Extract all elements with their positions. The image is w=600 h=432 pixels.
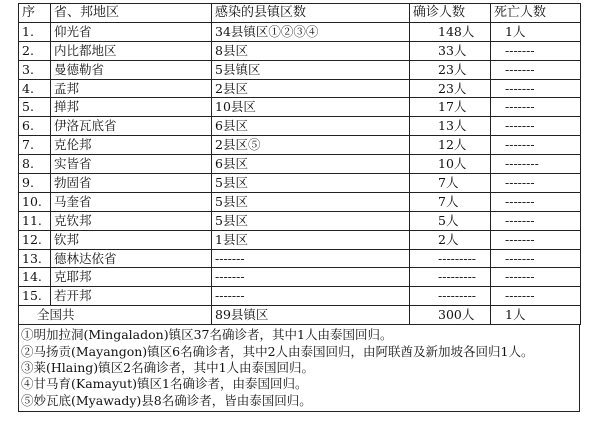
header-region: 省、邦地区	[51, 4, 212, 23]
footnotes	[18, 325, 580, 412]
total-deaths: 1人	[491, 306, 581, 325]
row-region: 伊洛瓦底省	[51, 117, 212, 136]
table-row	[19, 117, 581, 136]
row-no: 8.	[19, 155, 51, 174]
row-no: 2.	[19, 41, 51, 60]
table-row	[19, 268, 581, 287]
row-no: 6.	[19, 117, 51, 136]
row-confirmed: 13人	[410, 117, 491, 136]
row-confirmed: 7人	[410, 174, 491, 193]
row-region: 克耶邦	[51, 268, 212, 287]
row-region: 实皆省	[51, 155, 212, 174]
row-townships: 6县区	[212, 117, 410, 136]
row-confirmed: 23人	[410, 79, 491, 98]
footnote: ①明加拉洞(Mingaladon)镇区37名确诊者，其中1人由泰国回归。	[21, 327, 393, 343]
row-confirmed: 12人	[410, 136, 491, 155]
row-region: 钦邦	[51, 230, 212, 249]
table-row	[19, 41, 581, 60]
footnote: ③莱(Hlaing)镇区2名确诊者，其中1人由泰国回归。	[21, 359, 315, 375]
row-region: 若开邦	[51, 287, 212, 306]
row-no: 10.	[19, 192, 51, 211]
row-region: 克钦邦	[51, 211, 212, 230]
row-townships: -------	[212, 249, 410, 268]
row-confirmed: 5人	[410, 211, 491, 230]
table-row	[19, 249, 581, 268]
row-townships: 10县区	[212, 98, 410, 117]
header-townships: 感染的县镇区数	[212, 4, 410, 23]
table-row	[19, 174, 581, 193]
row-deaths: -------	[491, 249, 581, 268]
row-confirmed: ---------	[410, 249, 491, 268]
table-row	[19, 60, 581, 79]
row-confirmed: ---------	[410, 268, 491, 287]
table-row	[19, 22, 581, 41]
covid-stats-sheet	[18, 3, 580, 412]
row-no: 3.	[19, 60, 51, 79]
row-deaths: -------	[491, 174, 581, 193]
row-confirmed: 148人	[410, 22, 491, 41]
row-confirmed: ---------	[410, 287, 491, 306]
row-deaths: -------	[491, 98, 581, 117]
row-townships: 5县区	[212, 211, 410, 230]
row-townships: 1县区	[212, 230, 410, 249]
row-deaths: 1人	[491, 22, 581, 41]
row-no: 13.	[19, 249, 51, 268]
row-townships: 34县镇区①②③④	[212, 22, 410, 41]
row-no: 14.	[19, 268, 51, 287]
row-deaths: -------	[491, 192, 581, 211]
row-deaths: -------	[491, 287, 581, 306]
row-townships: 8县区	[212, 41, 410, 60]
row-region: 孟邦	[51, 79, 212, 98]
table-row	[19, 230, 581, 249]
row-region: 内比都地区	[51, 41, 212, 60]
row-no: 12.	[19, 230, 51, 249]
table-row	[19, 79, 581, 98]
row-townships: -------	[212, 268, 410, 287]
table-body	[19, 22, 581, 305]
header-confirmed: 确诊人数	[410, 4, 491, 23]
row-deaths: -------	[491, 41, 581, 60]
row-region: 克伦邦	[51, 136, 212, 155]
row-townships: -------	[212, 287, 410, 306]
row-no: 11.	[19, 211, 51, 230]
row-townships: 5县区	[212, 174, 410, 193]
row-deaths: -------	[491, 230, 581, 249]
row-townships: 5县区	[212, 192, 410, 211]
row-region: 勃固省	[51, 174, 212, 193]
table-row	[19, 211, 581, 230]
header-deaths: 死亡人数	[491, 4, 581, 23]
row-deaths: -------	[491, 268, 581, 287]
row-no: 9.	[19, 174, 51, 193]
row-deaths: -------	[491, 79, 581, 98]
row-region: 德林达依省	[51, 249, 212, 268]
total-row	[19, 306, 581, 325]
row-confirmed: 33人	[410, 41, 491, 60]
cases-table	[18, 3, 581, 325]
table-row	[19, 192, 581, 211]
row-townships: 6县区	[212, 155, 410, 174]
table-row	[19, 98, 581, 117]
row-no: 1.	[19, 22, 51, 41]
row-deaths: -------	[491, 60, 581, 79]
row-no: 15.	[19, 287, 51, 306]
row-townships: 2县区	[212, 79, 410, 98]
row-no: 7.	[19, 136, 51, 155]
footnote: ②马扬贡(Mayangon)镇区6名确诊者，其中2人由泰国回归，由阿联酋及新加坡各回归1人。	[21, 343, 534, 359]
row-region: 马奎省	[51, 192, 212, 211]
footnote: ⑤妙瓦底(Myawady)县8名确诊者，皆由泰国回归。	[21, 392, 312, 408]
table-row	[19, 287, 581, 306]
header-row	[19, 4, 581, 23]
total-townships: 89县镇区	[212, 306, 410, 325]
header-no: 序	[19, 4, 51, 23]
footnote: ④甘马育(Kamayut)镇区1名确诊者，由泰国回归。	[21, 376, 308, 392]
row-confirmed: 23人	[410, 60, 491, 79]
row-region: 掸邦	[51, 98, 212, 117]
row-deaths: --------	[491, 155, 581, 174]
row-confirmed: 10人	[410, 155, 491, 174]
row-no: 5.	[19, 98, 51, 117]
table-row	[19, 155, 581, 174]
row-confirmed: 7人	[410, 192, 491, 211]
row-deaths: -------	[491, 117, 581, 136]
row-region: 仰光省	[51, 22, 212, 41]
total-confirmed: 300人	[410, 306, 491, 325]
row-region: 曼德勒省	[51, 60, 212, 79]
row-deaths: -------	[491, 136, 581, 155]
row-no: 4.	[19, 79, 51, 98]
row-confirmed: 2人	[410, 230, 491, 249]
table-row	[19, 136, 581, 155]
total-label: 全国共	[19, 306, 212, 325]
row-townships: 2县区⑤	[212, 136, 410, 155]
row-townships: 5县镇区	[212, 60, 410, 79]
row-confirmed: 17人	[410, 98, 491, 117]
row-deaths: -------	[491, 211, 581, 230]
